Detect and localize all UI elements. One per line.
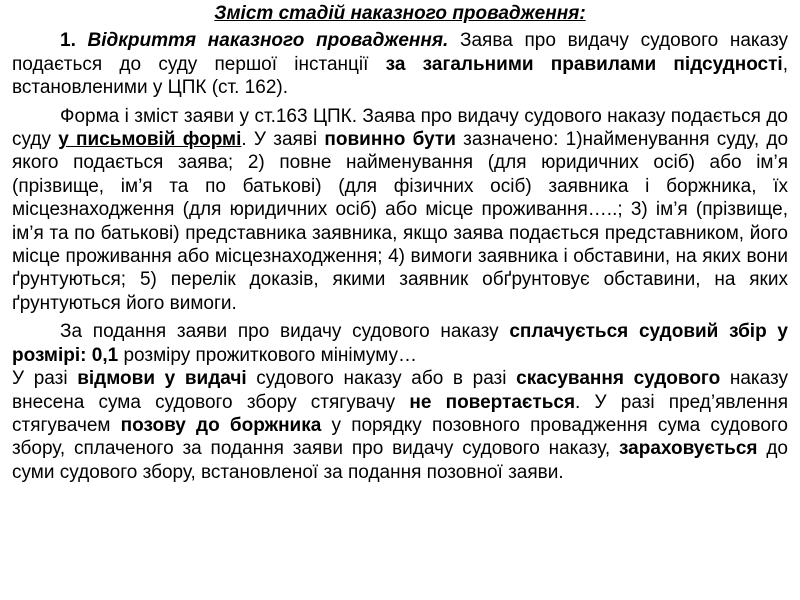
text-segment: , встановленими у ЦПК (ст. 162).: [12, 53, 788, 99]
text-segment: . У разі пред’явлення стягувачем: [12, 391, 788, 436]
text-segment: Заява про видачу судового наказу подається до суду першої інстанції: [12, 30, 788, 75]
text-segment: У разі: [12, 368, 78, 390]
emphasis-jurisdiction: за загальними правилами підсудності: [385, 53, 783, 75]
emphasis-cancellation: скасування судового: [516, 368, 721, 390]
text-segment: наказу внесена сума судового збору стягувачу: [12, 368, 788, 413]
text-segment: . У заяві: [241, 129, 325, 151]
paragraph-opening-proceedings: [12, 29, 788, 99]
emphasis-claim-against-debtor: позову до боржника: [120, 414, 322, 436]
emphasis-not-returned: не повертається: [409, 391, 576, 413]
paragraph-court-fee: [12, 320, 788, 367]
text-segment: судового наказу або в разі: [246, 368, 517, 390]
text-segment: до суми судового збору, встановленої за подання позовної заяви.: [12, 438, 788, 483]
paragraph-application-form: [12, 105, 788, 316]
emphasis-refusal: відмови у видачі: [77, 368, 247, 390]
text-segment: у порядку позовного провадження сума судового збору, сплаченого за подання заяви про видачу судового наказу,: [12, 414, 788, 460]
paragraph-fee-refund: [12, 367, 788, 484]
text-segment: розміру прожиткового мінімуму…: [118, 344, 417, 366]
text-segment: Форма і зміст заяви у ст.163 ЦПК. Заява про видачу судового наказу подається до суду: [12, 105, 788, 151]
text-segment: зазначено: 1)найменування суду, до якого подається заява; 2) повне найменування (для юридичних осіб) або ім’я (прізвище, ім’я та по батькові) (для фізичних осіб) заявника і боржника, їх місцезнаходження (для юридичних осіб) або місце проживання…..; 3) ім’я (прізвище, ім’я та по батькові) представника заявника, якщо заява подається представником, його місце проживання або місцезнаходження; 4) вимоги заявника і обставини, на яких вони ґрунтуються; 5) перелік доказів, якими заявник обґрунтовує обставини, на яких ґрунтуються його вимоги.: [12, 129, 789, 314]
document-title: Зміст стадій наказного провадження:: [214, 3, 586, 24]
emphasis-must-be: повинно бути: [324, 129, 456, 151]
text-segment: За подання заяви про видачу судового наказу: [60, 321, 510, 343]
item-number: 1.: [60, 30, 88, 52]
item-heading: Відкриття наказного провадження.: [87, 30, 449, 52]
emphasis-court-fee: сплачується судовий збір у розмірі: 0,1: [12, 321, 788, 366]
emphasis-credited: зараховується: [618, 438, 758, 460]
emphasis-written-form: у письмовій формі: [58, 129, 242, 151]
